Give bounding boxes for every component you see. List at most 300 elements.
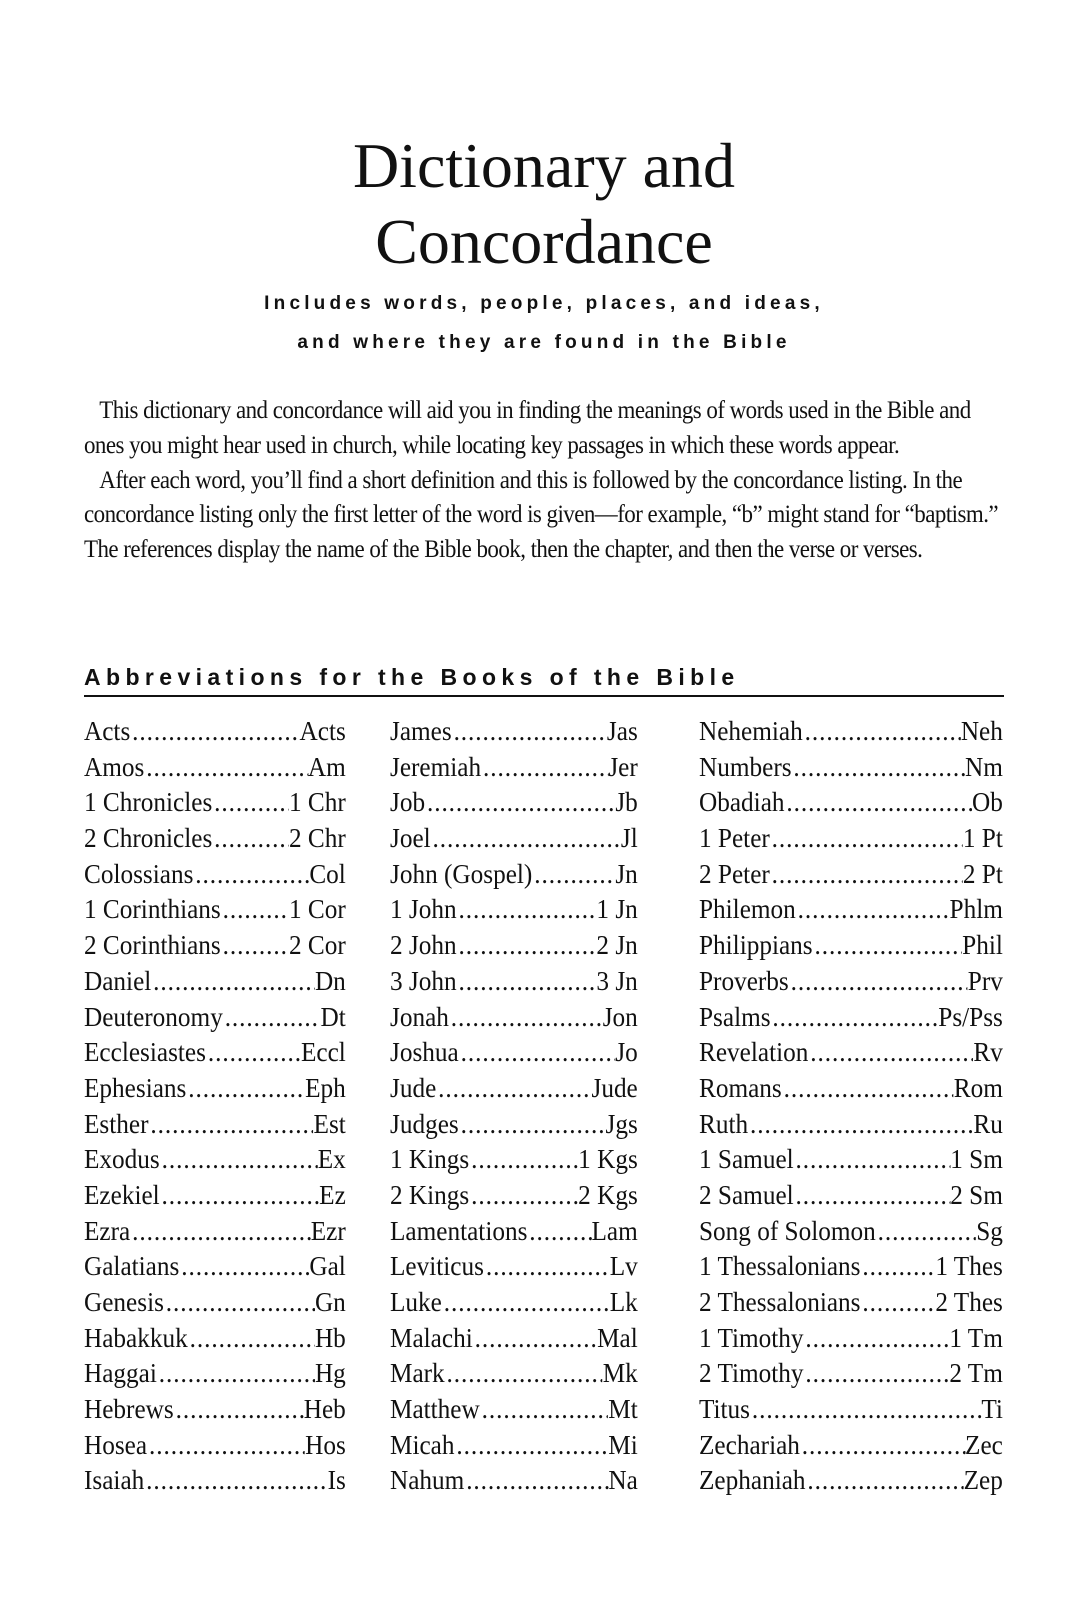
abbreviation-entry-content bbox=[699, 1392, 1003, 1428]
abbreviation-entry-content bbox=[699, 1214, 1003, 1250]
book-name: Psalms bbox=[699, 1001, 771, 1032]
book-abbreviation: Zep bbox=[963, 1465, 1003, 1496]
book-name: Deuteronomy bbox=[84, 1001, 223, 1032]
dot-leader bbox=[160, 1142, 318, 1178]
book-name: Romans bbox=[699, 1072, 782, 1103]
book-abbreviation: Ti bbox=[981, 1394, 1003, 1425]
book-name: Job bbox=[390, 787, 426, 818]
abbreviation-entry-content bbox=[390, 1285, 638, 1321]
book-name: 1 John bbox=[390, 894, 457, 925]
book-abbreviation: Jl bbox=[620, 823, 638, 854]
abbreviation-entry bbox=[699, 1107, 1004, 1143]
book-name: 2 Timothy bbox=[699, 1358, 804, 1389]
book-name: Titus bbox=[699, 1394, 751, 1425]
book-name: Nehemiah bbox=[699, 716, 803, 746]
abbreviation-entry-content bbox=[84, 1142, 346, 1178]
book-abbreviation: Rom bbox=[953, 1072, 1003, 1103]
dot-leader bbox=[186, 1071, 305, 1107]
abbreviation-entry-content bbox=[390, 1249, 638, 1285]
dot-leader bbox=[149, 1107, 314, 1143]
book-name: Genesis bbox=[84, 1287, 164, 1317]
abbreviation-entry bbox=[84, 1107, 389, 1143]
abbreviation-entry-content bbox=[84, 1178, 346, 1214]
page-title-line-1: Dictionary and bbox=[352, 130, 736, 201]
book-abbreviation: Ex bbox=[317, 1144, 346, 1175]
book-name: 2 Thessalonians bbox=[699, 1287, 861, 1317]
abbreviation-entry bbox=[84, 1249, 389, 1285]
dot-leader bbox=[808, 1035, 973, 1071]
book-name: Ezra bbox=[84, 1215, 131, 1246]
abbreviation-entry bbox=[390, 1249, 695, 1285]
abbreviation-entry bbox=[390, 1107, 695, 1143]
book-name: Daniel bbox=[84, 965, 152, 996]
book-name: Zechariah bbox=[699, 1429, 800, 1460]
dot-leader bbox=[469, 1142, 578, 1178]
abbreviation-entry-content bbox=[699, 1000, 1003, 1036]
dot-leader bbox=[436, 1071, 591, 1107]
book-abbreviation: Phlm bbox=[949, 894, 1003, 925]
book-name: 2 Kings bbox=[390, 1179, 470, 1210]
abbreviation-entry bbox=[390, 1392, 695, 1428]
dot-leader bbox=[212, 785, 289, 821]
book-abbreviation: Dn bbox=[314, 965, 346, 996]
abbreviation-entry bbox=[84, 892, 389, 928]
dot-leader bbox=[130, 1214, 311, 1250]
dot-leader bbox=[804, 1321, 950, 1357]
abbreviation-entry-content bbox=[84, 1000, 346, 1036]
abbreviation-entry-content bbox=[699, 1178, 1003, 1214]
book-abbreviation: Jude bbox=[591, 1072, 638, 1103]
book-name: John (Gospel) bbox=[390, 858, 533, 889]
page-subtitle-line-2: and where they are found in the Bible bbox=[297, 332, 791, 353]
book-name: Hosea bbox=[84, 1429, 148, 1460]
book-name: Hebrews bbox=[84, 1394, 174, 1425]
abbreviation-entry bbox=[84, 964, 389, 1000]
book-abbreviation: Mt bbox=[608, 1394, 638, 1425]
abbreviation-entry bbox=[699, 1356, 1004, 1392]
book-abbreviation: Eccl bbox=[300, 1037, 346, 1068]
dot-leader bbox=[484, 1249, 610, 1285]
abbreviation-entry-content bbox=[390, 1000, 638, 1036]
abbreviation-entry-content bbox=[699, 1035, 1003, 1071]
abbreviation-entry bbox=[699, 1428, 1004, 1464]
book-name: Micah bbox=[390, 1429, 455, 1460]
abbreviation-entry-content bbox=[84, 785, 346, 821]
abbreviation-entry-content bbox=[699, 1321, 1003, 1357]
abbreviation-entry bbox=[390, 928, 695, 964]
abbreviation-entry bbox=[390, 714, 695, 750]
abbreviation-entry-content bbox=[390, 1463, 638, 1499]
book-name: Zephaniah bbox=[699, 1465, 806, 1496]
book-abbreviation: Ps/Pss bbox=[938, 1001, 1003, 1032]
book-abbreviation: Sg bbox=[976, 1215, 1003, 1246]
book-name: Esther bbox=[84, 1108, 149, 1139]
dot-leader bbox=[803, 714, 961, 750]
book-abbreviation: Phil bbox=[962, 930, 1003, 961]
abbreviation-entry bbox=[390, 964, 695, 1000]
abbreviation-entry bbox=[390, 1071, 695, 1107]
dot-leader bbox=[130, 714, 299, 750]
book-name: Proverbs bbox=[699, 965, 789, 996]
abbreviation-entry-content bbox=[699, 928, 1003, 964]
abbreviation-entry-content bbox=[390, 1392, 638, 1428]
book-abbreviation: Jas bbox=[606, 716, 638, 746]
abbreviation-entry-content bbox=[699, 714, 1003, 750]
book-abbreviation: Neh bbox=[960, 716, 1003, 746]
abbreviations-column-2 bbox=[390, 714, 695, 1499]
abbreviation-entry bbox=[699, 928, 1004, 964]
book-name: Ruth bbox=[699, 1108, 749, 1139]
book-abbreviation: 2 Cor bbox=[288, 930, 346, 961]
book-abbreviation: Jer bbox=[608, 751, 638, 782]
abbreviation-entry-content bbox=[699, 821, 1003, 857]
book-name: 2 Peter bbox=[699, 858, 770, 889]
abbreviation-entry bbox=[390, 1000, 695, 1036]
book-abbreviation: Jon bbox=[602, 1001, 638, 1032]
abbreviation-entry-content bbox=[390, 892, 638, 928]
abbreviation-entry bbox=[84, 785, 389, 821]
dot-leader bbox=[157, 1356, 315, 1392]
abbreviation-entry-content bbox=[84, 892, 346, 928]
book-abbreviation: Mi bbox=[608, 1429, 638, 1460]
abbreviation-entry bbox=[699, 1463, 1004, 1499]
book-abbreviation: Prv bbox=[967, 965, 1003, 996]
dot-leader bbox=[800, 1428, 965, 1464]
dot-leader bbox=[221, 892, 289, 928]
heading-rule bbox=[84, 695, 1004, 697]
book-name: Leviticus bbox=[390, 1251, 484, 1282]
dot-leader bbox=[782, 1071, 954, 1107]
dot-leader bbox=[442, 1285, 610, 1321]
abbreviation-entry bbox=[699, 1071, 1004, 1107]
page-title bbox=[84, 128, 1004, 280]
dot-leader bbox=[144, 1463, 327, 1499]
book-name: Numbers bbox=[699, 751, 792, 782]
page-subtitle bbox=[84, 284, 1004, 362]
dot-leader bbox=[770, 821, 963, 857]
dot-leader bbox=[151, 964, 315, 1000]
book-abbreviation: Eph bbox=[305, 1072, 346, 1103]
abbreviation-entry bbox=[84, 1142, 389, 1178]
abbreviation-entry-content bbox=[699, 1463, 1003, 1499]
book-name: Ecclesiastes bbox=[84, 1037, 206, 1068]
abbreviation-entry bbox=[699, 1178, 1004, 1214]
dot-leader bbox=[459, 1035, 616, 1071]
book-abbreviation: Ez bbox=[319, 1179, 346, 1210]
book-name: Ephesians bbox=[84, 1072, 187, 1103]
book-abbreviation: Est bbox=[313, 1108, 346, 1139]
abbreviation-entry bbox=[84, 1463, 389, 1499]
abbreviation-entry-content bbox=[390, 1428, 638, 1464]
book-name: Matthew bbox=[390, 1394, 480, 1425]
abbreviation-entry-content bbox=[699, 1142, 1003, 1178]
book-abbreviation: 1 Kgs bbox=[578, 1144, 638, 1175]
book-abbreviation: Jn bbox=[615, 858, 638, 889]
book-abbreviation: Col bbox=[309, 858, 346, 889]
dot-leader bbox=[861, 1285, 936, 1321]
abbreviation-entry bbox=[699, 821, 1004, 857]
abbreviation-entry bbox=[390, 1356, 695, 1392]
dot-leader bbox=[792, 750, 965, 786]
abbreviation-entry bbox=[699, 1321, 1004, 1357]
dot-leader bbox=[532, 857, 615, 893]
abbreviation-entry-content bbox=[84, 1285, 346, 1321]
dot-leader bbox=[193, 857, 309, 893]
dot-leader bbox=[464, 1463, 608, 1499]
abbreviations-list bbox=[84, 714, 1004, 1504]
dot-leader bbox=[459, 1107, 606, 1143]
abbreviation-entry-content bbox=[84, 1392, 346, 1428]
dot-leader bbox=[188, 1321, 315, 1357]
book-abbreviation: Jb bbox=[615, 787, 638, 818]
abbreviation-entry bbox=[84, 750, 389, 786]
abbreviation-entry-content bbox=[84, 964, 346, 1000]
dot-leader bbox=[473, 1321, 597, 1357]
dot-leader bbox=[770, 857, 963, 893]
book-abbreviation: 2 Pt bbox=[962, 858, 1003, 889]
abbreviation-entry-content bbox=[699, 1428, 1003, 1464]
dot-leader bbox=[455, 1428, 609, 1464]
book-abbreviation: 2 Jn bbox=[596, 930, 638, 961]
abbreviation-entry bbox=[390, 1428, 695, 1464]
abbreviation-entry-content bbox=[390, 964, 638, 1000]
dot-leader bbox=[794, 1178, 951, 1214]
dot-leader bbox=[527, 1214, 591, 1250]
abbreviation-entry bbox=[699, 892, 1004, 928]
abbreviation-entry bbox=[699, 1035, 1004, 1071]
dot-leader bbox=[147, 1428, 305, 1464]
abbreviation-entry-content bbox=[390, 785, 638, 821]
book-abbreviation: 2 Kgs bbox=[578, 1179, 638, 1210]
book-name: Galatians bbox=[84, 1251, 180, 1282]
dot-leader bbox=[179, 1249, 309, 1285]
dot-leader bbox=[457, 892, 597, 928]
book-abbreviation: 1 Sm bbox=[950, 1144, 1003, 1175]
abbreviation-entry bbox=[390, 750, 695, 786]
abbreviation-entry bbox=[699, 857, 1004, 893]
dot-leader bbox=[804, 1356, 950, 1392]
book-abbreviation: Hos bbox=[305, 1429, 346, 1460]
abbreviation-entry-content bbox=[84, 1214, 346, 1250]
abbreviation-entry bbox=[84, 1035, 389, 1071]
dot-leader bbox=[206, 1035, 301, 1071]
abbreviation-entry-content bbox=[84, 1249, 346, 1285]
book-name: Colossians bbox=[84, 858, 194, 889]
dot-leader bbox=[469, 1178, 578, 1214]
abbreviation-entry-content bbox=[699, 857, 1003, 893]
abbreviation-entry bbox=[390, 892, 695, 928]
abbreviation-entry bbox=[84, 857, 389, 893]
book-name: James bbox=[390, 716, 452, 746]
book-abbreviation: Rv bbox=[973, 1037, 1003, 1068]
abbreviation-entry bbox=[390, 1214, 695, 1250]
abbreviation-entry bbox=[390, 785, 695, 821]
abbreviation-entry-content bbox=[84, 1107, 346, 1143]
abbreviation-entry-content bbox=[390, 1178, 638, 1214]
book-abbreviation: Na bbox=[608, 1465, 638, 1496]
abbreviation-entry bbox=[84, 1321, 389, 1357]
book-name: Joel bbox=[390, 823, 431, 854]
book-name: Jonah bbox=[390, 1001, 449, 1032]
book-name: 1 Chronicles bbox=[84, 787, 213, 818]
book-name: Obadiah bbox=[699, 787, 785, 818]
abbreviation-entry-content bbox=[84, 714, 346, 750]
book-name: 2 John bbox=[390, 930, 457, 961]
abbreviation-entry-content bbox=[390, 1035, 638, 1071]
dot-leader bbox=[425, 785, 615, 821]
abbreviation-entry bbox=[699, 1214, 1004, 1250]
book-name: 2 Corinthians bbox=[84, 930, 221, 961]
book-abbreviation: Lk bbox=[609, 1287, 638, 1317]
dot-leader bbox=[480, 1392, 609, 1428]
abbreviation-entry-content bbox=[390, 714, 638, 750]
abbreviation-entry bbox=[84, 1071, 389, 1107]
book-name: Lamentations bbox=[390, 1215, 528, 1246]
abbreviation-entry-content bbox=[699, 1249, 1003, 1285]
abbreviation-entry bbox=[699, 1285, 1004, 1321]
book-abbreviation: Acts bbox=[299, 716, 346, 746]
book-name: Exodus bbox=[84, 1144, 160, 1175]
page-title-line-2: Concordance bbox=[375, 206, 713, 277]
book-abbreviation: 1 Thes bbox=[935, 1251, 1003, 1282]
dot-leader bbox=[223, 1000, 321, 1036]
dot-leader bbox=[160, 1178, 319, 1214]
book-name: Habakkuk bbox=[84, 1322, 188, 1353]
abbreviations-heading: Abbreviations for the Books of the Bible bbox=[84, 664, 740, 690]
book-name: 1 Kings bbox=[390, 1144, 470, 1175]
book-abbreviation: Dt bbox=[320, 1001, 346, 1032]
book-abbreviation: Mk bbox=[602, 1358, 638, 1389]
abbreviation-entry-content bbox=[390, 857, 638, 893]
dot-leader bbox=[452, 714, 607, 750]
book-abbreviation: 2 Thes bbox=[935, 1287, 1003, 1317]
abbreviation-entry bbox=[699, 964, 1004, 1000]
book-abbreviation: 1 Cor bbox=[288, 894, 346, 925]
book-abbreviation: Heb bbox=[303, 1394, 346, 1425]
abbreviation-entry-content bbox=[390, 1107, 638, 1143]
dot-leader bbox=[861, 1249, 936, 1285]
abbreviation-entry-content bbox=[390, 750, 638, 786]
abbreviation-entry bbox=[390, 1035, 695, 1071]
abbreviation-entry bbox=[699, 1000, 1004, 1036]
book-abbreviation: Lv bbox=[609, 1251, 638, 1282]
abbreviation-entry bbox=[699, 1249, 1004, 1285]
abbreviation-entry-content bbox=[699, 1071, 1003, 1107]
book-abbreviation: Am bbox=[307, 751, 346, 782]
book-abbreviation: Ezr bbox=[310, 1215, 346, 1246]
abbreviation-entry bbox=[84, 1000, 389, 1036]
book-name: 1 Corinthians bbox=[84, 894, 221, 925]
book-abbreviation: Ob bbox=[972, 787, 1003, 818]
book-abbreviation: Zec bbox=[965, 1429, 1003, 1460]
book-name: 1 Timothy bbox=[699, 1322, 804, 1353]
abbreviations-column-1 bbox=[84, 714, 389, 1499]
book-name: Joshua bbox=[390, 1037, 459, 1068]
dot-leader bbox=[771, 1000, 939, 1036]
book-abbreviation: 2 Chr bbox=[288, 823, 346, 854]
abbreviation-entry bbox=[84, 714, 389, 750]
dot-leader bbox=[748, 1107, 973, 1143]
book-name: Nahum bbox=[390, 1465, 465, 1496]
book-abbreviation: 2 Sm bbox=[950, 1179, 1003, 1210]
book-name: Song of Solomon bbox=[699, 1215, 876, 1246]
abbreviation-entry-content bbox=[699, 892, 1003, 928]
book-abbreviation: 2 Tm bbox=[949, 1358, 1003, 1389]
abbreviation-entry-content bbox=[84, 1035, 346, 1071]
book-name: 1 Peter bbox=[699, 823, 770, 854]
book-name: 2 Samuel bbox=[699, 1179, 794, 1210]
document-page bbox=[84, 0, 1004, 1600]
abbreviation-entry-content bbox=[84, 1071, 346, 1107]
dot-leader bbox=[750, 1392, 981, 1428]
abbreviation-entry-content bbox=[84, 750, 346, 786]
abbreviation-entry-content bbox=[84, 1428, 346, 1464]
book-name: 2 Chronicles bbox=[84, 823, 213, 854]
abbreviation-entry-content bbox=[84, 1321, 346, 1357]
book-abbreviation: Gal bbox=[309, 1251, 346, 1282]
abbreviation-entry bbox=[84, 821, 389, 857]
book-name: Revelation bbox=[699, 1037, 809, 1068]
dot-leader bbox=[876, 1214, 976, 1250]
abbreviations-column-3 bbox=[699, 714, 1004, 1499]
dot-leader bbox=[457, 964, 597, 1000]
book-name: Philippians bbox=[699, 930, 813, 961]
abbreviation-entry-content bbox=[390, 1214, 638, 1250]
book-abbreviation: 1 Pt bbox=[962, 823, 1003, 854]
dot-leader bbox=[449, 1000, 603, 1036]
abbreviation-entry-content bbox=[699, 964, 1003, 1000]
abbreviation-entry-content bbox=[84, 857, 346, 893]
abbreviation-entry-content bbox=[390, 821, 638, 857]
abbreviation-entry bbox=[390, 1321, 695, 1357]
abbreviation-entry bbox=[84, 1356, 389, 1392]
book-name: Luke bbox=[390, 1287, 442, 1317]
abbreviation-entry bbox=[84, 928, 389, 964]
abbreviation-entry-content bbox=[390, 1071, 638, 1107]
dot-leader bbox=[445, 1356, 603, 1392]
dot-leader bbox=[212, 821, 289, 857]
abbreviation-entry-content bbox=[84, 1463, 346, 1499]
book-name: Malachi bbox=[390, 1322, 473, 1353]
abbreviation-entry-content bbox=[699, 1285, 1003, 1321]
book-abbreviation: 1 Chr bbox=[288, 787, 346, 818]
abbreviation-entry-content bbox=[390, 1321, 638, 1357]
abbreviation-entry bbox=[699, 714, 1004, 750]
dot-leader bbox=[431, 821, 621, 857]
dot-leader bbox=[794, 1142, 951, 1178]
book-abbreviation: Mal bbox=[597, 1322, 638, 1353]
book-abbreviation: 3 Jn bbox=[596, 965, 638, 996]
book-name: Philemon bbox=[699, 894, 796, 925]
dot-leader bbox=[789, 964, 968, 1000]
abbreviation-entry-content bbox=[390, 1142, 638, 1178]
book-name: Ezekiel bbox=[84, 1179, 160, 1210]
abbreviation-entry-content bbox=[84, 1356, 346, 1392]
dot-leader bbox=[785, 785, 972, 821]
book-abbreviation: Hg bbox=[314, 1358, 346, 1389]
book-abbreviation: Gn bbox=[314, 1287, 346, 1317]
abbreviation-entry bbox=[84, 1392, 389, 1428]
book-name: Haggai bbox=[84, 1358, 157, 1389]
book-abbreviation: Jgs bbox=[605, 1108, 638, 1139]
book-abbreviation: 1 Jn bbox=[596, 894, 638, 925]
dot-leader bbox=[457, 928, 597, 964]
intro-paragraph-1: This dictionary and concordance will aid you in finding the meanings of words used in the Bible and ones you might hear used in church, while locating key passages in which these words appear. bbox=[84, 395, 971, 459]
book-name: Mark bbox=[390, 1358, 445, 1389]
dot-leader bbox=[796, 892, 950, 928]
abbreviation-entry bbox=[390, 1463, 695, 1499]
dot-leader bbox=[813, 928, 963, 964]
